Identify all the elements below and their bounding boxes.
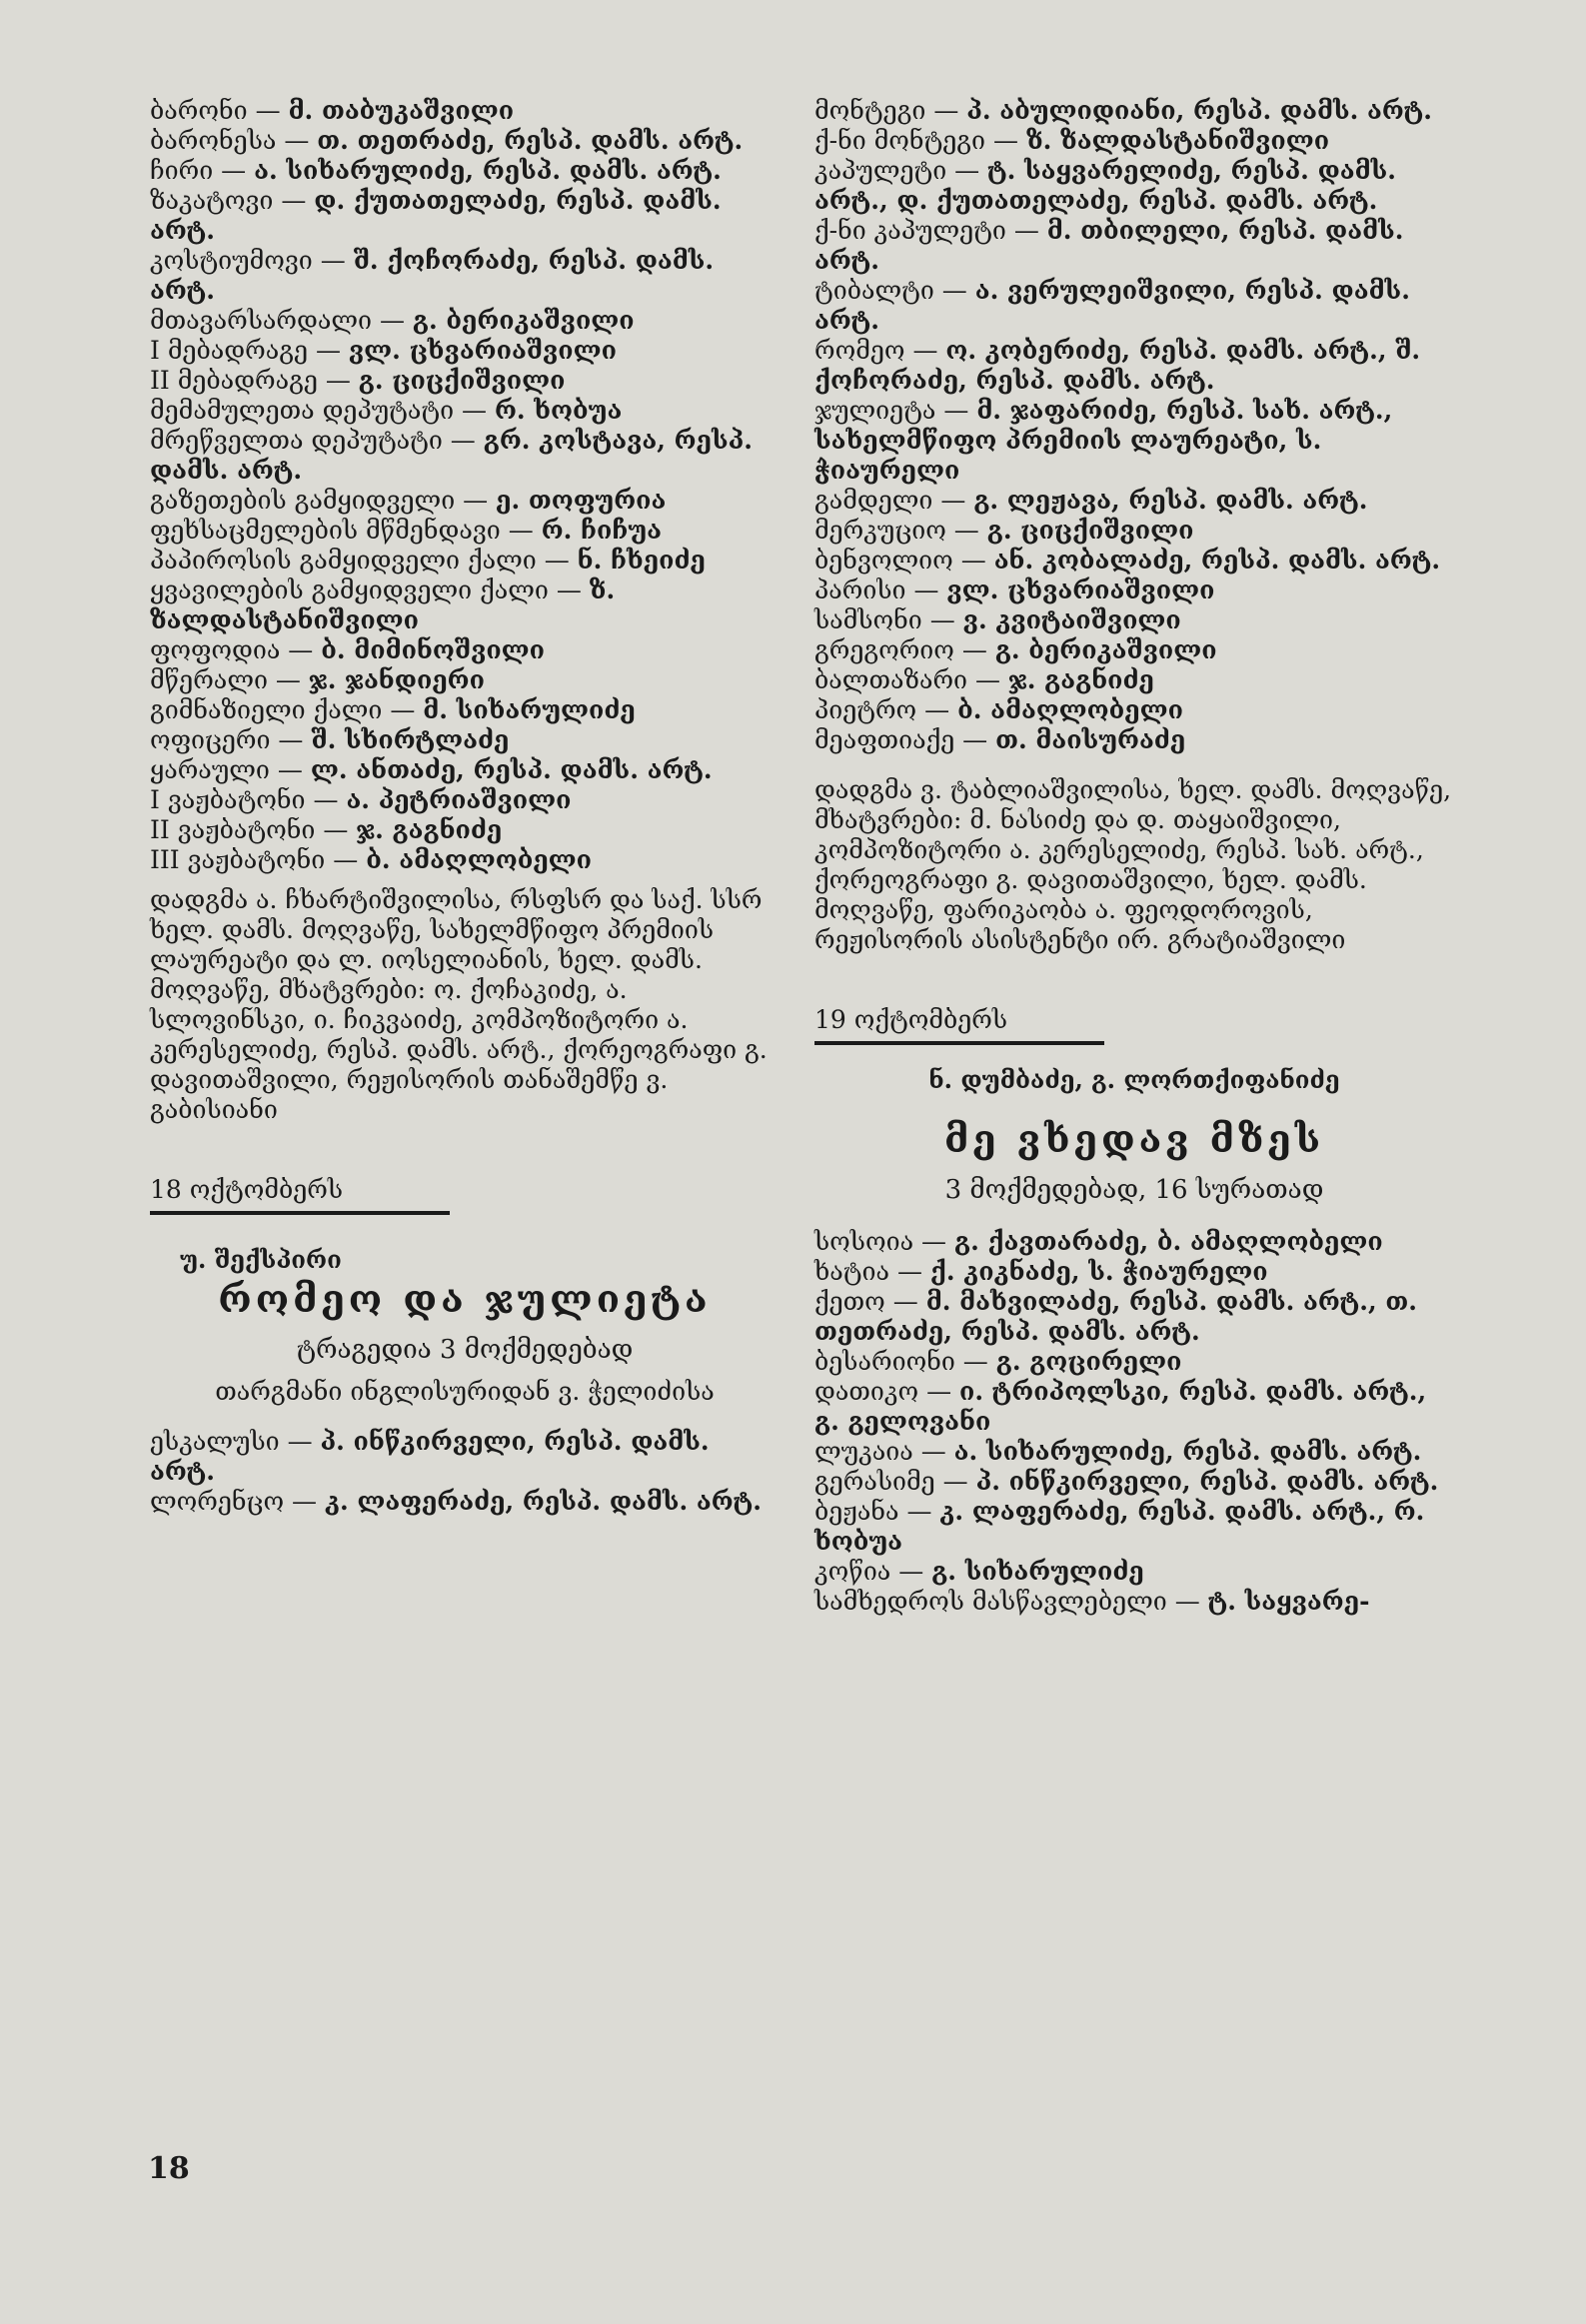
role-name: ლორენცო — — [150, 1487, 325, 1516]
actor-name: ჯ. ჯანდიერი — [308, 665, 485, 694]
role-name: სოსოია — — [814, 1227, 955, 1256]
cast-entry — [150, 1487, 780, 1517]
role-name: ბეჟანა — — [814, 1497, 940, 1526]
cast-entry — [814, 216, 1454, 276]
role-name: რომეო — — [814, 336, 946, 365]
cast-entry — [814, 1287, 1454, 1347]
cast-entry — [814, 1557, 1454, 1587]
cast-list — [814, 1227, 1454, 1617]
production-credits — [150, 885, 780, 1125]
role-name: მონტეგი — — [814, 96, 967, 125]
actor-name: გ. ლეჟავა, რესპ. დამს. არტ. — [973, 486, 1368, 515]
actor-name: ვლ. ცხვარიაშვილი — [348, 336, 617, 365]
cast-entry — [814, 635, 1454, 665]
role-name: მეაფთიაქე — — [814, 725, 996, 754]
role-name: I მებადრაგე — — [150, 336, 349, 365]
cast-entry — [814, 1437, 1454, 1467]
left-column — [150, 96, 780, 1517]
production-credits — [814, 775, 1454, 955]
cast-entry — [150, 96, 780, 126]
divider-rule — [150, 1211, 450, 1215]
actor-name: რ. ხობუა — [494, 396, 623, 425]
actor-name: ა. პეტრიაშვილი — [346, 785, 572, 814]
role-name: I ვაჟბატონი — — [150, 785, 347, 814]
actor-name: ა. სიხარულიძე, რესპ. დამს. არტ. — [254, 156, 722, 185]
actor-name: ქ. კიკნაძე, ს. ჭიაურელი — [929, 1257, 1268, 1286]
role-name: მთავარსარდალი — — [150, 306, 413, 335]
cast-entry — [150, 845, 780, 875]
role-name: სამხედროს მასწავლებელი — — [814, 1587, 1208, 1616]
role-name: მემამულეთა დეპუტატი — — [150, 396, 495, 425]
cast-entry — [814, 665, 1454, 695]
role-name: პარისი — — [814, 576, 947, 604]
translator-credit: თარგმანი ინგლისურიდან ვ. ჭელიძისა — [215, 1377, 715, 1406]
role-name: ბესარიონი — — [814, 1347, 996, 1376]
actor-name: მ. ჯაფარიძე, რესპ. სახ. არტ., სახელმწიფო პრემიის ლაურეატი, ს. ჭიაურელი — [814, 396, 1393, 485]
cast-entry — [814, 156, 1454, 216]
role-name: კოწია — — [814, 1557, 932, 1586]
role-name: ყვავილების გამყიდველი ქალი — — [150, 576, 590, 604]
role-name: მწერალი — — [150, 665, 309, 694]
play-subtitle: ტრაგედია 3 მოქმედებად — [296, 1335, 634, 1365]
actor-name: ო. კობერიძე, რესპ. დამს. არტ., შ. ქოჩორაძე, რესპ. დამს. არტ. — [814, 336, 1421, 395]
cast-entry — [150, 785, 780, 815]
actor-name: გ. ბერიკაშვილი — [994, 635, 1217, 664]
cast-entry — [814, 546, 1454, 576]
role-name: მრეწველთა დეპუტატი — — [150, 426, 484, 455]
cast-entry — [814, 1227, 1454, 1257]
divider-rule — [814, 1041, 1104, 1045]
right-column — [814, 96, 1454, 1617]
cast-entry — [150, 546, 780, 576]
cast-entry — [814, 516, 1454, 546]
actor-name: ვ. კვიტაიშვილი — [962, 605, 1181, 634]
role-name: კოსტიუმოვი — — [150, 246, 354, 275]
cast-entry — [150, 156, 780, 186]
cast-entry — [814, 276, 1454, 336]
cast-entry — [150, 725, 780, 755]
actor-name: გ. ციცქიშვილი — [358, 366, 566, 395]
play-author: ნ. დუმბაძე, გ. ლორთქიფანიძე — [928, 1065, 1340, 1094]
role-name: ესკალუსი — — [150, 1427, 321, 1456]
cast-entry — [814, 1377, 1454, 1437]
cast-entry — [150, 246, 780, 306]
actor-name: ტ. საყვარელიძე, რესპ. დამს. არტ., დ. ქუთათელაძე, რესპ. დამს. არტ. — [814, 156, 1396, 215]
actor-name: დ. ქუთათელაძე, რესპ. დამს. არტ. — [150, 186, 722, 245]
role-name: ბალთაზარი — — [814, 665, 1008, 694]
play-author: უ. შექსპირი — [180, 1245, 342, 1274]
role-name: მერკუციო — — [814, 516, 987, 545]
play-title: რომეო და ჯულიეტა — [218, 1276, 712, 1321]
actor-name: მ. სიხარულიძე — [423, 695, 636, 724]
role-name: ქ-ნი კაპულეტი — — [814, 216, 1047, 245]
actor-name: რ. ჩიჩუა — [541, 516, 662, 545]
cast-entry — [150, 186, 780, 246]
cast-entry — [814, 695, 1454, 725]
cast-entry — [150, 306, 780, 336]
role-name: ჩირი — — [150, 156, 255, 185]
role-name: III ვაჟბატონი — — [150, 845, 367, 874]
performance-date: 18 ოქტომბერს — [150, 1175, 344, 1204]
actor-name: გ. ბერიკაშვილი — [412, 306, 635, 335]
actor-name: გ. სიხარულიძე — [931, 1557, 1144, 1586]
credits-text: დადგმა ვ. ტაბლიაშვილისა, ხელ. დამს. მოღვაწე, მხატვრები: მ. ნასიძე და დ. თაყაიშვილი, კომპოზიტორი ა. კერესელიძე, რესპ. სახ. არტ., ქორეოგრაფი გ. დავითაშვილი, ხელ. დამს. მოღვაწე, ფარიკაობა ა. ფეოდოროვის, რეჟისორის ასისტენტი ირ. გრატიაშვილი — [814, 775, 1452, 954]
actor-name: გრ. კოსტავა, რესპ. დამს. არტ. — [150, 426, 753, 485]
cast-entry — [814, 605, 1454, 635]
cast-entry — [814, 1347, 1454, 1377]
actor-name: ტ. საყვარე- — [1207, 1587, 1370, 1616]
actor-name: მ. თაბუკაშვილი — [288, 96, 515, 125]
actor-name: ბ. ამაღლობელი — [957, 695, 1183, 724]
cast-entry — [150, 815, 780, 845]
role-name: ოფიცერი — — [150, 725, 312, 754]
actor-name: პ. ინწკირველი, რესპ. დამს. არტ. — [975, 1467, 1439, 1496]
cast-entry — [150, 1427, 780, 1487]
role-name: გაზეთების გამყიდველი — — [150, 486, 497, 515]
actor-name: ჯ. გაგნიძე — [1007, 665, 1154, 694]
cast-entry — [150, 336, 780, 366]
play-subtitle: 3 მოქმედებად, 16 სურათად — [944, 1175, 1324, 1205]
role-name: ყარაული — — [150, 755, 311, 784]
actor-name: პ. აბულიდიანი, რესპ. დამს. არტ. — [966, 96, 1432, 125]
performance-date: 19 ოქტომბერს — [814, 1005, 1008, 1034]
cast-entry — [150, 665, 780, 695]
actor-name: ჯ. გაგნიძე — [356, 815, 503, 844]
role-name: ლუკაია — — [814, 1437, 954, 1466]
actor-name: ან. კობალაძე, რესპ. დამს. არტ. — [993, 546, 1441, 575]
role-name: კაპულეტი — — [814, 156, 988, 185]
cast-entry — [814, 126, 1454, 156]
cast-entry — [814, 336, 1454, 396]
actor-name: ბ. ამაღლობელი — [366, 845, 593, 874]
actor-name: გ. გოცირელი — [995, 1347, 1182, 1376]
cast-entry — [814, 1257, 1454, 1287]
role-name: ბარონესა — — [150, 126, 318, 155]
role-name: ფოფოდია — — [150, 635, 322, 664]
role-name: ჯულიეტა — — [814, 396, 977, 425]
cast-entry — [150, 486, 780, 516]
actor-name: ნ. ჩხეიძე — [577, 546, 706, 575]
actor-name: ა. ვერულეიშვილი, რესპ. დამს. არტ. — [814, 276, 1410, 335]
role-name: გამდელი — — [814, 486, 974, 515]
role-name: ზაკატოვი — — [150, 186, 315, 215]
actor-name: ზ. ზალდასტანიშვილი — [1025, 126, 1330, 155]
cast-entry — [814, 725, 1454, 755]
actor-name: გ. ციცქიშვილი — [986, 516, 1194, 545]
credits-text: დადგმა ა. ჩხარტიშვილისა, რსფსრ და საქ. სსრ ხელ. დამს. მოღვაწე, სახელმწიფო პრემიის ლაურეატი და ლ. იოსელიანის, ხელ. დამს. მოღვაწე, მხატვრები: ო. ქოჩაკიძე, ა. სლოვინსკი, ი. ჩიკვაიძე, კომპოზიტორი ა. კერესელიძე, რესპ. დამს. არტ., ქორეოგრაფი გ. დავითაშვილი, რეჟისორის თანაშემწე ვ. გაბისიანი — [150, 885, 768, 1124]
actor-name: ზ. ზალდასტანიშვილი — [150, 576, 616, 634]
cast-entry — [814, 1587, 1454, 1617]
role-name: ხატია — — [814, 1257, 930, 1286]
cast-entry — [150, 516, 780, 546]
cast-list — [150, 96, 780, 875]
actor-name: მ. თბილელი, რესპ. დამს. არტ. — [814, 216, 1404, 275]
role-name: II მებადრაგე — — [150, 366, 359, 395]
cast-entry — [814, 1467, 1454, 1497]
cast-entry — [150, 366, 780, 396]
role-name: პაპიროსის გამყიდველი ქალი — — [150, 546, 578, 575]
cast-entry — [150, 635, 780, 665]
play-title: მე ვხედავ მზეს — [944, 1116, 1324, 1161]
role-name: სამსონი — — [814, 605, 963, 634]
cast-entry — [814, 1497, 1454, 1557]
role-name: ტიბალტი — — [814, 276, 975, 305]
cast-entry — [814, 486, 1454, 516]
cast-entry — [814, 576, 1454, 605]
role-name: გრეგორიო — — [814, 635, 995, 664]
actor-name: კ. ლაფერაძე, რესპ. დამს. არტ. — [324, 1487, 762, 1516]
role-name: ბარონი — — [150, 96, 289, 125]
actor-name: კ. ლაფერაძე, რესპ. დამს. არტ., რ. ხობუა — [814, 1497, 1425, 1556]
cast-entry — [150, 576, 780, 635]
actor-name: ბ. მიმინოშვილი — [321, 635, 546, 664]
cast-entry — [150, 126, 780, 156]
cast-list — [814, 96, 1454, 755]
role-name: ფეხსაცმელების მწმენდავი — — [150, 516, 542, 545]
role-name: დათიკო — — [814, 1377, 960, 1406]
cast-entry — [814, 96, 1454, 126]
actor-name: ი. ტრიპოლსკი, რესპ. დამს. არტ., გ. გელოვანი — [814, 1377, 1427, 1436]
actor-name: ვლ. ცხვარიაშვილი — [946, 576, 1215, 604]
actor-name: ლ. ანთაძე, რესპ. დამს. არტ. — [310, 755, 713, 784]
actor-name: ე. თოფურია — [496, 486, 667, 515]
cast-entry — [150, 396, 780, 426]
role-name: II ვაჟბატონი — — [150, 815, 357, 844]
role-name: ქეთო — — [814, 1287, 926, 1316]
actor-name: თ. თეთრაძე, რესპ. დამს. არტ. — [317, 126, 744, 155]
role-name: ბენვოლიო — — [814, 546, 994, 575]
cast-entry — [814, 396, 1454, 486]
actor-name: შ. სხირტლაძე — [311, 725, 510, 754]
actor-name: პ. ინწკირველი, რესპ. დამს. არტ. — [150, 1427, 710, 1486]
actor-name: თ. მაისურაძე — [995, 725, 1186, 754]
actor-name: მ. მახვილაძე, რესპ. დამს. არტ., თ. თეთრაძე, რესპ. დამს. არტ. — [814, 1287, 1417, 1346]
cast-entry — [150, 755, 780, 785]
actor-name: ა. სიხარულიძე, რესპ. დამს. არტ. — [953, 1437, 1422, 1466]
role-name: ქ-ნი მონტეგი — — [814, 126, 1026, 155]
cast-entry — [150, 426, 780, 486]
actor-name: გ. ქავთარაძე, ბ. ამაღლობელი — [954, 1227, 1383, 1256]
cast-list — [150, 1427, 780, 1517]
role-name: გერასიმე — — [814, 1467, 976, 1496]
role-name: გიმნაზიელი ქალი — — [150, 695, 424, 724]
cast-entry — [150, 695, 780, 725]
actor-name: შ. ქოჩორაძე, რესპ. დამს. არტ. — [150, 246, 715, 305]
page-number: 18 — [148, 2151, 190, 2186]
role-name: პიეტრო — — [814, 695, 958, 724]
